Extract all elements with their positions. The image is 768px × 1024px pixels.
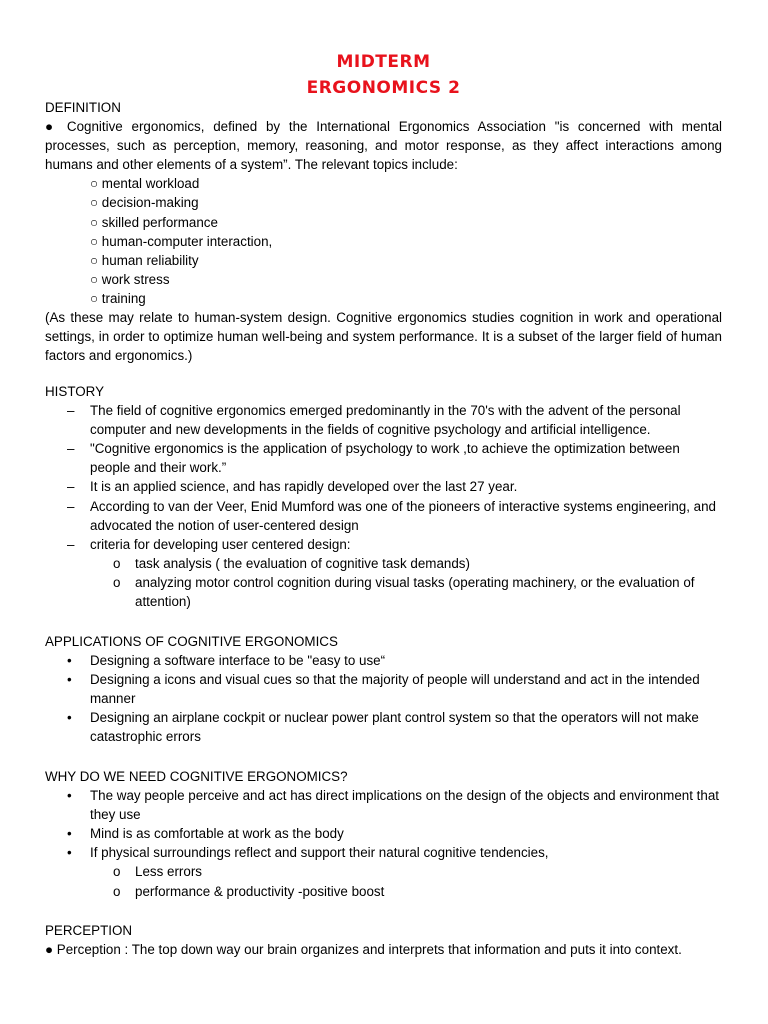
- topic-item: ○ training: [90, 290, 146, 306]
- definition-note: (As these may relate to human-system design. Cognitive ergonomics studies cognition in work and operational settings, in order to optimize human well-being and system performance. It is a subset of the larger field of human factors and ergonomics.): [45, 310, 722, 364]
- bullet-marker: •: [67, 845, 72, 861]
- list-item: [45, 651, 722, 670]
- sub-list-item: [45, 554, 722, 573]
- list-item: [45, 843, 722, 862]
- dash-marker: –: [67, 479, 75, 495]
- history-sub-item: task analysis ( the evaluation of cognitive task demands): [135, 555, 470, 571]
- circle-marker: o: [113, 574, 121, 590]
- dash-marker: –: [67, 441, 75, 457]
- title-midterm: MIDTERM: [336, 52, 431, 72]
- topic-item: ○ skilled performance: [90, 214, 218, 230]
- history-item: The field of cognitive ergonomics emerged predominantly in the 70's with the advent of the personal computer and new developments in the fields of cognitive psychology and artificial intelligence.: [90, 403, 681, 438]
- circle-marker: o: [113, 883, 121, 899]
- list-item: [45, 401, 722, 439]
- why-item: Mind is as comfortable at work as the body: [90, 826, 344, 842]
- bullet-marker: •: [67, 672, 72, 688]
- title-ergonomics: ERGONOMICS 2: [306, 78, 461, 98]
- why-section: [45, 767, 722, 901]
- history-item: It is an applied science, and has rapidly developed over the last 27 year.: [90, 479, 518, 495]
- history-section: [45, 382, 722, 611]
- applications-heading: APPLICATIONS OF COGNITIVE ERGONOMICS: [45, 634, 338, 649]
- circle-marker: o: [113, 555, 121, 571]
- bullet-marker: •: [67, 788, 72, 804]
- why-item: If physical surroundings reflect and support their natural cognitive tendencies,: [90, 845, 549, 861]
- definition-intro: ● Cognitive ergonomics, defined by the International Ergonomics Association "is concerned with mental processes, such as perception, memory, reasoning, and motor response, as they affect interactions among humans and other elements of a system”. The relevant topics include:: [45, 119, 722, 173]
- definition-section: [45, 98, 722, 365]
- history-item: criteria for developing user centered design:: [90, 536, 351, 552]
- perception-section: [45, 921, 722, 959]
- perception-text: ● Perception : The top down way our brain organizes and interprets that information and puts it into context.: [45, 942, 682, 958]
- definition-heading: DEFINITION: [45, 100, 121, 115]
- sub-list-item: [45, 882, 722, 901]
- topic-item: ○ work stress: [90, 271, 170, 287]
- topic-item: ○ human-computer interaction,: [90, 233, 273, 249]
- applications-section: [45, 632, 722, 747]
- bullet-marker: •: [67, 710, 72, 726]
- list-item: [45, 824, 722, 843]
- perception-heading: PERCEPTION: [45, 923, 133, 938]
- bullet-marker: •: [67, 653, 72, 669]
- circle-marker: o: [113, 864, 121, 880]
- list-item: [45, 477, 722, 496]
- sub-list-item: [45, 862, 722, 881]
- list-item: [45, 439, 722, 477]
- why-item: The way people perceive and act has direct implications on the design of the objects and environment that they use: [90, 788, 719, 823]
- dash-marker: –: [67, 403, 75, 419]
- history-sub-item: analyzing motor control cognition during visual tasks (operating machinery, or the evaluation of attention): [135, 574, 695, 610]
- application-item: Designing a software interface to be "easy to use“: [90, 653, 386, 669]
- why-sub-item: Less errors: [135, 864, 202, 880]
- history-item: According to van der Veer, Enid Mumford was one of the pioneers of interactive systems engineering, and advocated the notion of user-centered design: [90, 498, 716, 533]
- history-heading: HISTORY: [45, 384, 105, 399]
- topic-item: ○ decision-making: [90, 195, 199, 211]
- history-item: "Cognitive ergonomics is the application of psychology to work ,to achieve the optimization between people and their work.”: [90, 441, 680, 476]
- dash-marker: –: [67, 536, 75, 552]
- why-heading: WHY DO WE NEED COGNITIVE ERGONOMICS?: [45, 769, 348, 784]
- list-item: [45, 497, 722, 535]
- application-item: Designing a icons and visual cues so that the majority of people will understand and act in the intended manner: [90, 672, 700, 707]
- bullet-marker: •: [67, 826, 72, 842]
- why-sub-item: performance & productivity -positive boost: [135, 883, 385, 899]
- topic-item: ○ human reliability: [90, 252, 199, 268]
- dash-marker: –: [67, 498, 75, 514]
- list-item: [45, 670, 722, 708]
- topic-item: ○ mental workload: [90, 176, 200, 192]
- sub-list-item: [45, 573, 722, 611]
- application-item: Designing an airplane cockpit or nuclear power plant control system so that the operators will not make catastrophic errors: [90, 710, 699, 745]
- list-item: [45, 708, 722, 746]
- list-item: [45, 786, 722, 824]
- list-item: [45, 535, 722, 554]
